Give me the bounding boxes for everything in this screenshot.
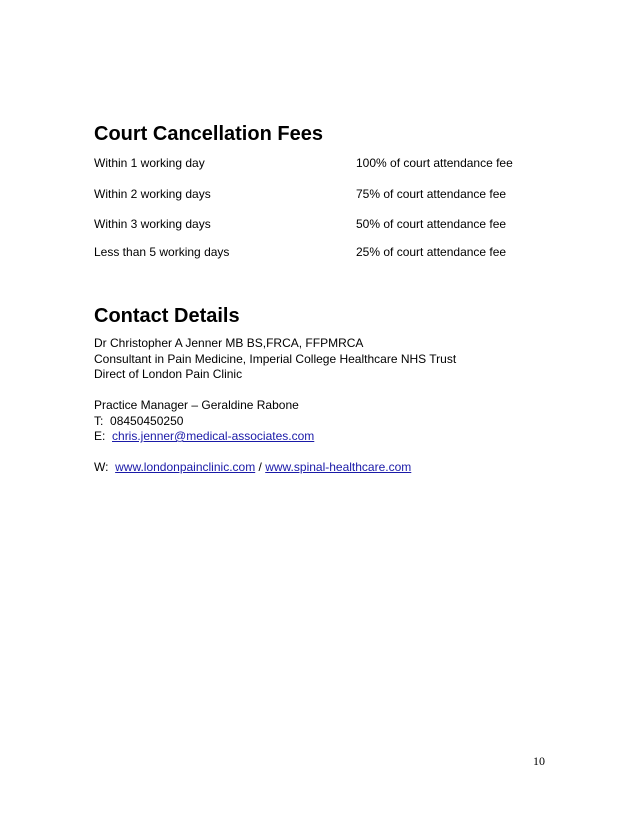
fee-row <box>94 186 554 202</box>
doctor-role: Consultant in Pain Medicine, Imperial College Healthcare NHS Trust <box>94 351 457 366</box>
contact-details <box>94 336 456 476</box>
phone-line <box>94 414 456 430</box>
clinic-director: Direct of London Pain Clinic <box>94 367 243 381</box>
court-fees-heading: Court Cancellation Fees <box>94 123 323 145</box>
fee-amount: 75% of court attendance fee <box>356 187 507 201</box>
website-separator: / <box>255 460 266 474</box>
spacer <box>94 383 456 399</box>
contact-heading: Contact Details <box>94 305 240 327</box>
fee-period: Less than 5 working days <box>94 245 230 259</box>
page-number: 10 <box>533 754 545 768</box>
fee-amount: 25% of court attendance fee <box>356 245 507 259</box>
website-line <box>94 460 456 476</box>
email-label: E: <box>94 429 113 443</box>
email-line <box>94 429 456 445</box>
practice-manager: Practice Manager – Geraldine Rabone <box>94 398 299 412</box>
doctor-name: Dr Christopher A Jenner MB BS,FRCA, FFPMRCA <box>94 336 364 350</box>
fee-amount: 100% of court attendance fee <box>356 156 513 170</box>
fee-period: Within 1 working day <box>94 156 205 170</box>
website-link-spinal-healthcare[interactable]: www.spinal-healthcare.com <box>265 460 412 474</box>
fee-row <box>94 244 554 260</box>
phone-label: T: <box>94 413 111 428</box>
website-label: W: <box>94 460 116 474</box>
fee-period: Within 2 working days <box>94 187 211 201</box>
website-link-london-pain-clinic[interactable]: www.londonpainclinic.com <box>115 460 256 474</box>
fee-amount: 50% of court attendance fee <box>356 217 507 231</box>
fee-period: Within 3 working days <box>94 217 211 231</box>
phone-number: 08450450250 <box>110 413 184 428</box>
spacer <box>94 445 456 461</box>
email-link[interactable]: chris.jenner@medical-associates.com <box>112 429 315 443</box>
fee-row <box>94 155 554 171</box>
fee-row <box>94 216 554 232</box>
